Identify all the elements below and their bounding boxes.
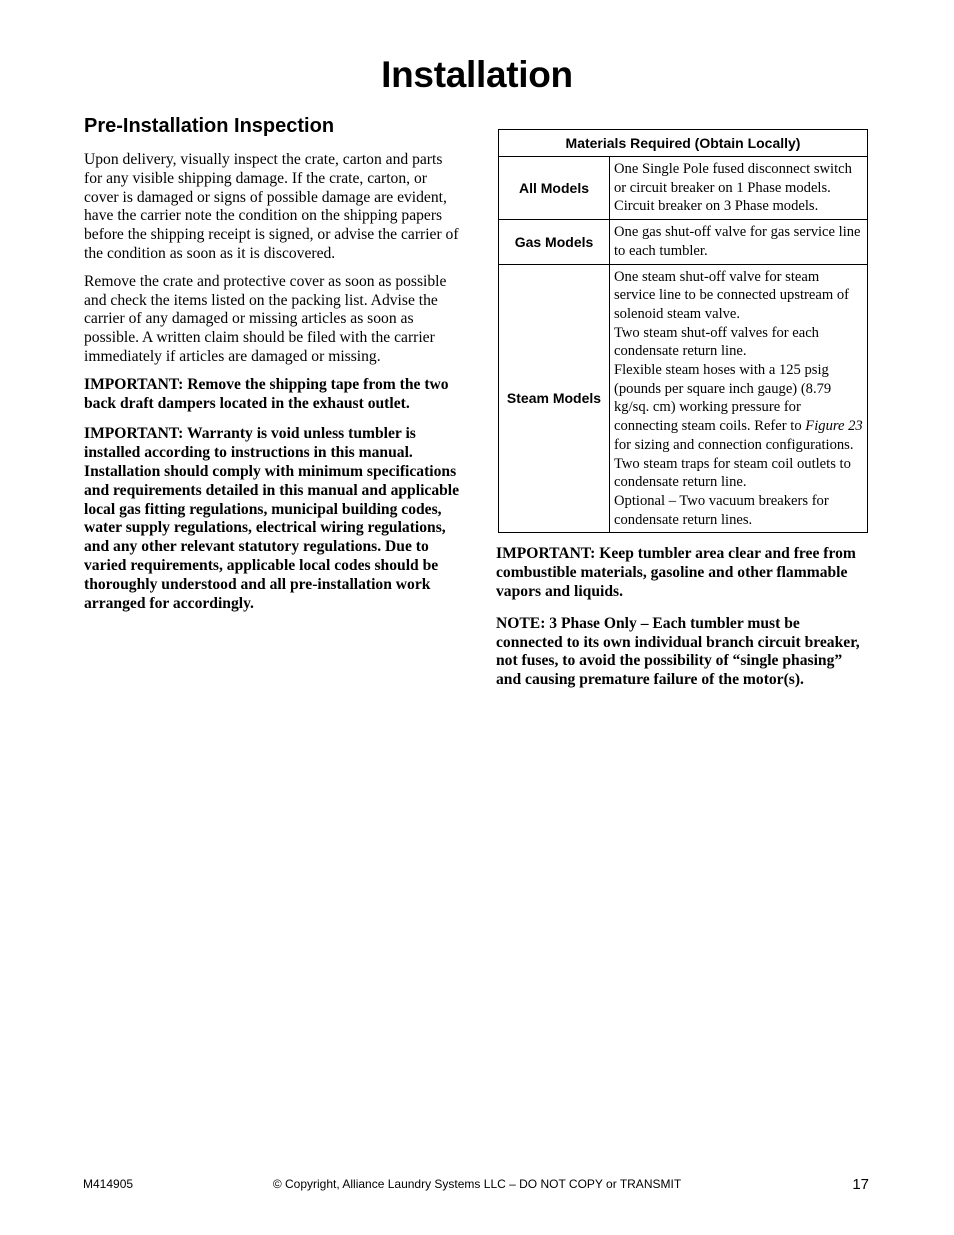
paragraph-remove-crate: Remove the crate and protective cover as soon as possible and check the items listed on the packing list. Advise the carrier of any damaged or missing articles as soon as possible. A written claim should be filed with the carrier immediately if articles are damaged or missing.: [84, 272, 447, 365]
row-content-steam-models: [610, 264, 868, 533]
note-3-phase: NOTE: 3 Phase Only – Each tumbler must be connected to its own individual branch circuit breaker, not fuses, to avoid the possibility of “single phasing” and causing premature failure of the motor(s).: [496, 614, 860, 689]
sizing-text: for sizing and connection configurations.: [614, 436, 854, 453]
table-cell-line: Two steam traps for steam coil outlets to condensate return line.: [614, 455, 851, 491]
row-label-steam-models: Steam Models: [499, 264, 610, 533]
table-row: [499, 264, 868, 533]
table-header-row: [499, 130, 868, 157]
row-content-all-models: [610, 157, 868, 220]
table-cell-line: Circuit breaker on 3 Phase models.: [614, 198, 819, 215]
left-column: [84, 115, 460, 625]
right-column: [496, 129, 868, 703]
section-heading: Pre-Installation Inspection: [84, 115, 335, 137]
important-shipping-tape: IMPORTANT: Remove the shipping tape from the two back draft dampers located in the exhaust outlet.: [84, 375, 449, 412]
table-cell-line: Optional – Two vacuum breakers for condensate return lines.: [614, 492, 829, 528]
table-cell-line: One gas shut-off valve for gas service line to each tumbler.: [614, 224, 861, 259]
page-title: Installation: [381, 54, 573, 95]
table-row: [499, 220, 868, 264]
paragraph-delivery: Upon delivery, visually inspect the crate, carton and parts for any visible shipping damage. If the crate, carton, or cover is damaged or signs of possible damage are evident, have the carrier note the condition on the shipping papers before the shipping receipt is signed, or advise the carrier of the condition as soon as it is discovered.: [84, 151, 459, 262]
page-number: 17: [852, 1176, 869, 1193]
table-cell-line: One Single Pole fused disconnect switch or circuit breaker on 1 Phase models.: [614, 161, 852, 196]
copyright-notice: © Copyright, Alliance Laundry Systems LLC – DO NOT COPY or TRANSMIT: [272, 1177, 682, 1191]
row-label-all-models: All Models: [499, 157, 610, 220]
table-row: [499, 157, 868, 220]
table-header: Materials Required (Obtain Locally): [499, 130, 868, 157]
materials-table: [498, 129, 868, 533]
hoses-text: Flexible steam hoses with a 125 psig (pounds per square inch gauge) (8.79 kg/sq. cm) working pressure for connecting steam coils. Refer to: [614, 362, 832, 435]
row-label-gas-models: Gas Models: [499, 220, 610, 264]
important-clear-area: IMPORTANT: Keep tumbler area clear and free from combustible materials, gasoline and other flammable vapors and liquids.: [496, 545, 856, 600]
table-cell-line: Two steam shut-off valves for each condensate return line.: [614, 324, 819, 360]
important-warranty: IMPORTANT: Warranty is void unless tumbler is installed according to instructions in this manual. Installation should comply with minimum specifications and requirements detailed in this manual and applicable local gas fitting regulations, municipal building codes, water supply regulations, electrical wiring regulations, and any other relevant statutory regulations. Due to varied requirements, applicable local codes should be thoroughly understood and all pre-installation work arranged for accordingly.: [84, 425, 460, 612]
document-number: M414905: [83, 1177, 134, 1191]
row-content-gas-models: [610, 220, 868, 264]
table-cell-line: [614, 361, 864, 455]
table-cell-line: One steam shut-off valve for steam service line to be connected upstream of solenoid steam valve.: [614, 268, 850, 322]
right-notes: [496, 545, 868, 690]
figure-reference-link[interactable]: Figure 23: [805, 418, 863, 435]
